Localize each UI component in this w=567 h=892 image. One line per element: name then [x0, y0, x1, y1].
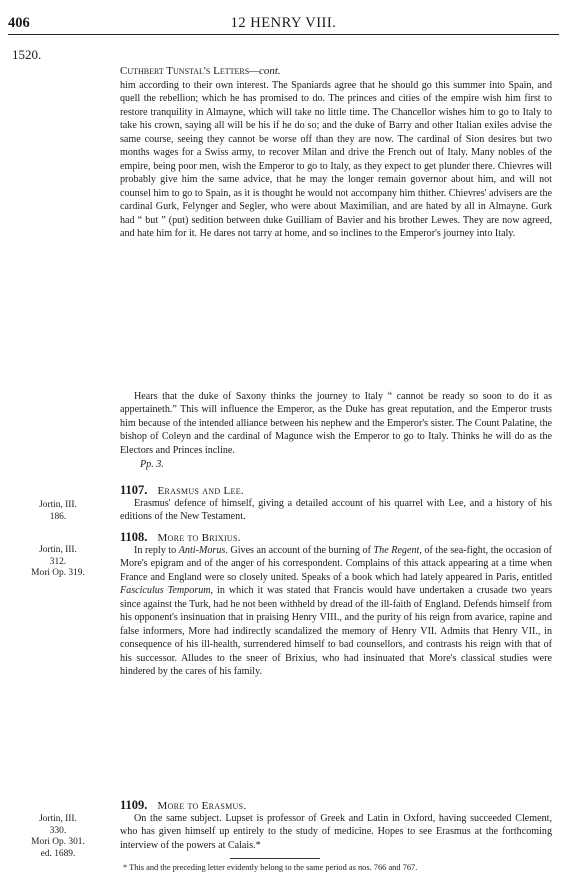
margin-ref: 186.: [49, 511, 67, 522]
page-count: Pp. 3.: [140, 459, 164, 470]
entry-1109-heading: [120, 798, 246, 813]
entry-title: Erasmus and Lee.: [157, 485, 244, 497]
section-cont-marker: —cont.: [249, 65, 281, 77]
margin-ref: Mori Op. 319.: [31, 568, 85, 578]
entry-1107-margin-refs: [6, 500, 110, 523]
footnote-rule: [230, 858, 320, 859]
margin-ref: Jortin, III.: [39, 500, 77, 510]
entry-1109-margin-refs: [6, 814, 110, 860]
entry-title: More to Brixius.: [157, 532, 241, 544]
text-run: , in which it was stated that Francis would have undertaken a crusade two years since against the Turk, had he not been withheld by dread of the ill-faith of England. Defends himself from his opponent's insinuation that in praising Henry VIII., and the purity of his reign from avarice, rapine and false informers, More had indirectly scandalized the memory of Henry VII. Admits that Henry VII., in consequence of his ill-health, surrendered himself to bad counsellors, and contrasts his reign with that of his successor. Alludes to the sneer of Brixius, who had insinuated that More's classical studies were hindered by the cares of his family.: [120, 585, 552, 678]
entry-number: 1107.: [120, 483, 148, 497]
entry-number: 1108.: [120, 530, 148, 544]
tunstal-paragraph-2: Hears that the duke of Saxony thinks the journey to Italy “ cannot be ready so soon to do it as appertaineth.” This will influence the Emperor, as the Duke has great reputation, and the Emperor trusts him because of the intended alliance between his nephew and the Emperor's sister. The Count Palatine, the bishop of Coleyn and the cardinal of Magunce wish the Emperor to go to Italy. Thinks he will do as the Electors and Princes incline.: [120, 391, 552, 456]
book-title-anti-morus: Anti-Morus: [178, 545, 226, 556]
year-label: 1520.: [12, 47, 42, 62]
entry-1108-text: [120, 544, 552, 679]
entry-1108-heading: [120, 530, 241, 545]
margin-ref: ed. 1689.: [40, 848, 76, 859]
margin-ref: Jortin, III.: [39, 814, 77, 824]
text-run: . Gives an account of the burning of: [225, 545, 374, 556]
margin-ref: Jortin, III.: [39, 545, 77, 555]
page-number: 406: [8, 15, 30, 31]
entry-1107-heading: [120, 483, 244, 498]
continued-section-heading: [120, 65, 281, 77]
margin-ref: 330.: [49, 825, 67, 836]
margin-ref: 312.: [49, 556, 67, 567]
section-title: Cuthbert Tunstal's Letters: [120, 65, 250, 77]
tunstal-paragraph-1: him according to their own interest. The Spaniards agree that he should go this summer into Spain, and quell the rebellion; which he has promised to do. The princes and cities of the empire wish him first to restore tranquility in Almayne, which will take no little time. The Chancellor wishes him to go to Italy to take his crown, saying all will be his if he do so; and the duke of Barry and other Italian exiles advise the same course, seeing they cannot be worse off than they are now. The cardinal of Sion desires but two months wages for a Swiss army, to recover Milan and drive the French out of Italy. Many nobles of the empire, being poor men, wish the Emperor to go to Italy, as they expect to get plunder there. Chievres will probably give him the same advice, that he may the longer remain governor about him, and will not counsel him to go to Spain, as it is thought he would not accompany him thither. Chievres' advisers are the cardinal Gurk, Felynger and Segler, who were about Maximilian, and are hated by all in Almayne. Gurk had “ but ” (put) sedition between duke Guilliam of Bavier and his brother Lewes. They are now agreed, and hate him for it. He dares not tarry at home, and so inclines to the Emperor's journey into Italy.: [120, 80, 552, 239]
margin-ref: Mori Op. 301.: [31, 837, 85, 847]
entry-title: More to Erasmus.: [157, 800, 247, 812]
ship-name-regent: The Regent: [373, 545, 420, 556]
entry-1109-text: On the same subject. Lupset is professor of Greek and Latin in Oxford, having succeeded Clement, who has given himself up entirely to the study of medicine. Hopes to see Erasmus at the forthcoming interview of the powers at Calais.*: [120, 813, 552, 851]
entry-1107-text: Erasmus' defence of himself, giving a detailed account of his quarrel with Lee, and a history of his editions of the New Testament.: [120, 498, 552, 523]
running-head: 12 HENRY VIII.: [230, 15, 337, 31]
text-run: In reply to: [134, 545, 179, 556]
header-rule: [8, 34, 559, 35]
entry-1108-margin-refs: [6, 545, 110, 580]
text-run: , of the sea-fight, the occasion of More's epigram and of the anger of his correspondent. Complains of this attack appearing at a time when France and England were so closely united. Speaks of a book which had lately appeared in Paris, entitled: [120, 545, 552, 583]
book-title-fasciculus: Fasciculus Temporum: [120, 585, 211, 597]
footnote: * This and the preceding letter evidently belong to the same period as nos. 766 and 767.: [123, 863, 418, 872]
entry-number: 1109.: [120, 798, 148, 812]
